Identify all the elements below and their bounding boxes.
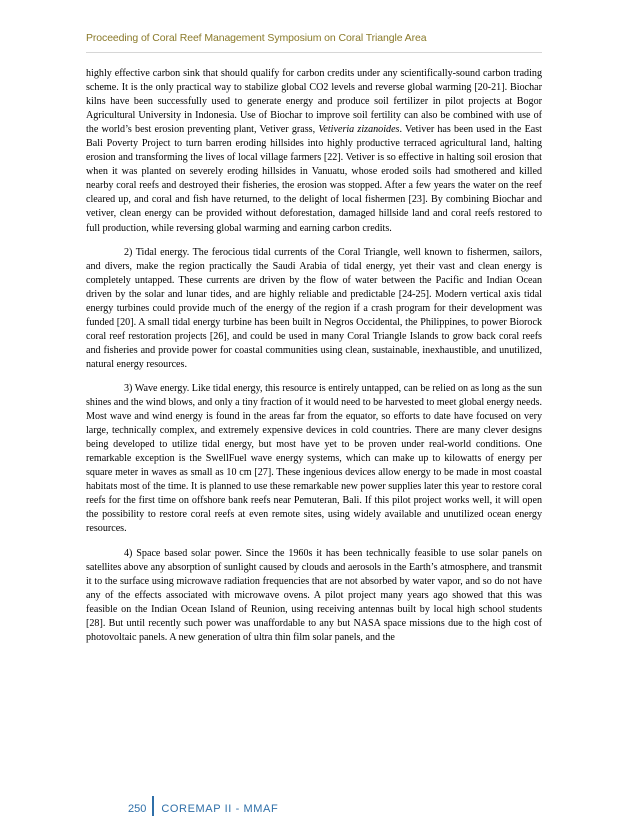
paragraph-space-solar: 4) Space based solar power. Since the 1960s it has been technically feasible to use solar panels on satellites above any absorption of sunlight caused by clouds and aerosols in the Earth’s atmosphere, and transmit it to the surface using microwave radiation frequencies that are not absorbed by water vapor, and so do not have any of the effects associated with microwave ovens. A pilot project many years ago showed that this was feasible on the Indian Ocean Island of Reunion, using receiving antennas built by local high school students [28]. But until recently such power was unaffordable to any but NASA space missions due to the high cost of photovoltaic panels. A new generation of ultra thin film solar panels, and the — [86, 547, 542, 643]
footer-organization: COREMAP II - MMAF — [161, 803, 279, 815]
paragraph-1-tail: . Vetiver has been used in the East Bali Poverty Project to turn barren eroding hillsides into highly productive terraced agricultural land, halting erosion and transforming the lives of local village farmers [22]. Vetiver is so effective in halting soil erosion that when it was planted on severely eroding hillsides in Vanuatu, whose eroded soils had smothered and killed nearby coral reefs and destroyed their fisheries, the erosion was stopped. After a few years the water on the reef cleared up, and coral and fish have returned, to the delight of local fishermen [23]. By combining Biochar and vetiver, clean energy can be provided without deforestation, damaged hillside land and coral reefs restored to full production, while reversing global warming and earning carbon credits. — [86, 124, 542, 234]
page-footer — [128, 796, 279, 815]
paragraph-biochar-vetiver — [86, 67, 542, 236]
page-number: 250 — [128, 803, 147, 815]
paragraph-1-lead: highly effective carbon sink that should qualify for carbon credits under any scientifically-sound carbon trading scheme. It is the only practical way to stabilize global CO2 levels and reverse global warming [20-21]. Biochar kilns have been successfully used to generate energy and produce soil fertilizer in pilot projects at Bogor Agricultural University in Indonesia. Use of Biochar to improve soil fertility can also be combined with use of the world’s best erosion preventing plant, Vetiver grass, — [86, 68, 542, 136]
paragraph-tidal-energy: 2) Tidal energy. The ferocious tidal currents of the Coral Triangle, well known to fishermen, sailors, and divers, make the region practically the Saudi Arabia of tidal energy, yet their vast and clean energy is completely untapped. These currents are driven by the flow of water between the Pacific and Indian Ocean driven by the solar and lunar tides, and are highly reliable and predictable [24-25]. Modern vertical axis tidal energy turbines could provide much of the energy of the region if a crash program for their development was funded [20]. A small tidal energy turbine has been built in Negros Occidental, the Philippines, to power Biorock coral reef restoration projects [26], and could be used in many Coral Triangle Islands to grow back coral reefs and fisheries and provide power for coastal communities using clean, sustainable, inexhaustible, and unutilized, natural energy resources. — [86, 246, 542, 370]
running-header: Proceeding of Coral Reef Management Symposium on Coral Triangle Area — [86, 32, 427, 44]
species-name: Vetiveria zizanoides — [318, 124, 400, 136]
body-text — [86, 67, 542, 645]
paragraph-wave-energy: 3) Wave energy. Like tidal energy, this resource is entirely untapped, can be relied on as long as the sun shines and the wind blows, and only a tiny fraction of it would need to be harvested to meet global energy needs. Most wave and wind energy is found in the areas far from the equator, so efforts to date have focused on very large, technically complex, and extremely expensive devices in cold countries. There are many clever designs being developed to utilize tidal energy, but most have yet to be proven under real-world conditions. One remarkable exception is the SwellFuel wave energy systems, which can make up to kilowatts of energy per square meter in waves as small as 10 cm [27]. These ingenious devices allow energy to be made in most coastal habitats most of the time. It is planned to use these remarkable new power supplies later this year to restore coral reefs for the first time on offshore bank reefs near Pemuteran, Bali. If this pilot project works well, it will open the possibility to restore coral reefs at even remote sites, using widely available and unutilized ocean energy resources. — [86, 382, 542, 535]
footer-divider-bar — [152, 796, 154, 816]
header-divider — [86, 52, 542, 53]
